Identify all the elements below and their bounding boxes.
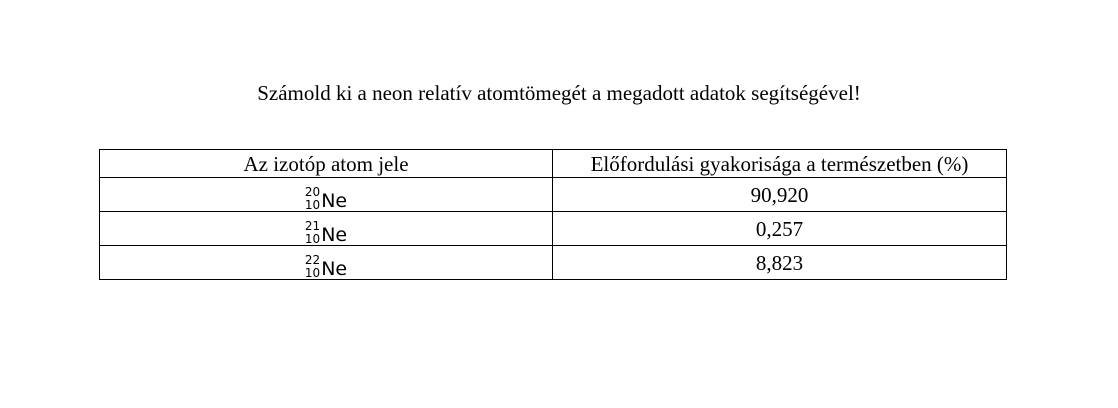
element-symbol: Ne [321,190,348,212]
abundance-cell: 0,257 [553,212,1007,246]
atomic-number: 10 [304,232,321,246]
table-row [100,212,1007,246]
nuclide-notation [305,221,347,245]
mass-number: 20 [304,185,321,199]
isotope-symbol-cell [100,246,553,280]
table-row [100,178,1007,212]
task-instruction: Számold ki a neon relatív atomtömegét a megadott adatok segítségével! [257,81,861,105]
header-isotope-symbol: Az izotóp atom jele [100,150,553,178]
table-header-row [100,150,1007,178]
mass-number: 22 [304,253,321,267]
mass-number: 21 [304,219,321,233]
nuclide-notation [305,255,347,279]
nuclide-notation [305,187,347,211]
isotope-symbol-cell [100,178,553,212]
header-abundance: Előfordulási gyakorisága a természetben (%) [553,150,1007,178]
element-symbol: Ne [321,258,348,280]
element-symbol: Ne [321,224,348,246]
abundance-cell: 90,920 [553,178,1007,212]
atomic-number: 10 [304,198,321,212]
isotope-table [99,149,1007,280]
abundance-cell: 8,823 [553,246,1007,280]
isotope-symbol-cell [100,212,553,246]
table-row [100,246,1007,280]
atomic-number: 10 [304,266,321,280]
